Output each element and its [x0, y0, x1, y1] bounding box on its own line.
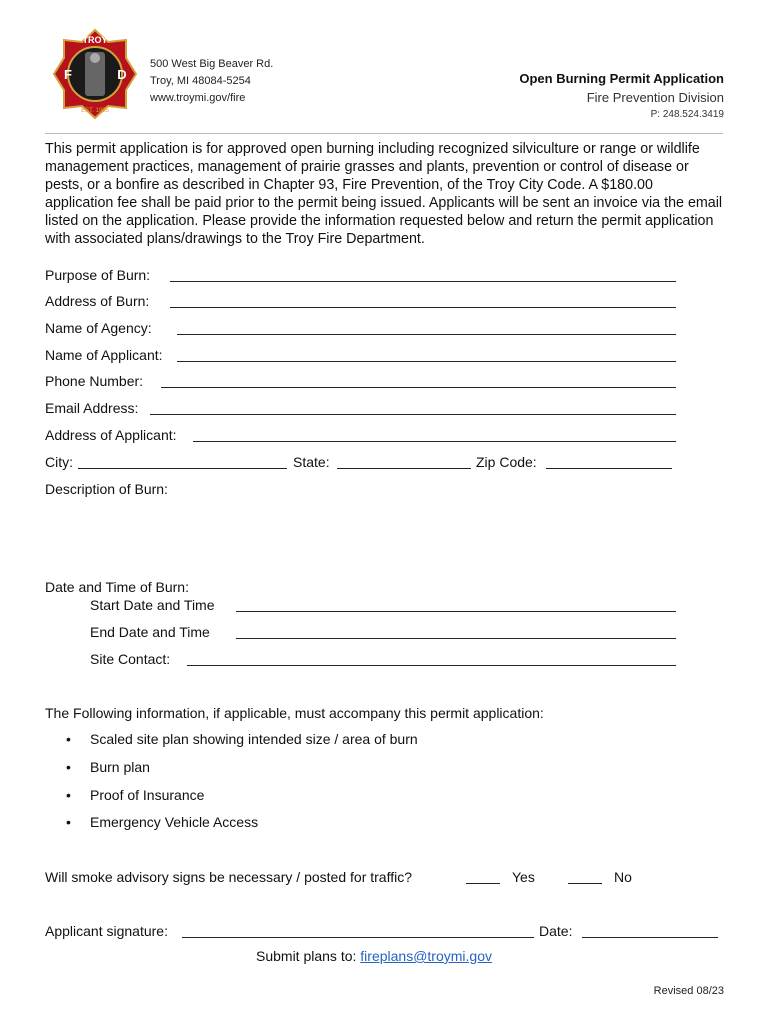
state-field[interactable] [337, 468, 471, 469]
address-block [150, 56, 273, 107]
requirement-item: • Emergency Vehicle Access [66, 814, 259, 830]
smoke-yes-label: Yes [512, 869, 535, 885]
smoke-no-field[interactable] [568, 883, 602, 884]
requirements-heading: The Following information, if applicable, must accompany this permit application: [45, 705, 544, 721]
address-applicant-field[interactable] [193, 441, 676, 442]
description-label: Description of Burn: [45, 481, 168, 497]
header-right [519, 70, 724, 123]
purpose-field[interactable] [170, 281, 676, 282]
state-label: State: [293, 454, 330, 470]
phone-label: Phone Number: [45, 373, 144, 389]
submit-line [256, 948, 492, 964]
agency-label: Name of Agency: [45, 320, 152, 336]
zip-field[interactable] [546, 468, 672, 469]
smoke-no-label: No [614, 869, 632, 885]
revised-date: Revised 08/23 [653, 985, 724, 997]
address-burn-field[interactable] [170, 307, 676, 308]
intro-paragraph: This permit application is for approved open burning including recognized silviculture or range or wildlife management practices, management of prairie grasses and plants, prevention or control of disease or pests, or a bonfire as described in Chapter 93, Fire Prevention, of the Troy City Code. A $180.00 application fee shall be paid prior to the permit being issued. Applicants will be sent an invoice via the email listed on the application. Please provide the information requested below and return the permit application with associated plans/drawings to the Troy Fire Department. [45, 141, 723, 247]
address-line1: 500 West Big Beaver Rd. [150, 58, 274, 70]
phone-field[interactable] [161, 387, 676, 388]
smoke-yes-field[interactable] [466, 883, 500, 884]
purpose-label: Purpose of Burn: [45, 267, 151, 283]
submit-email-link[interactable]: fireplans@troymi.gov [360, 948, 492, 964]
division-phone: P: 248.524.3419 [650, 109, 724, 120]
website: www.troymi.gov/fire [150, 92, 246, 104]
requirement-item: • Burn plan [66, 759, 150, 775]
address-burn-label: Address of Burn: [45, 293, 150, 309]
requirement-item: • Proof of Insurance [66, 787, 205, 803]
end-date-label: End Date and Time [90, 624, 210, 640]
signature-field[interactable] [182, 937, 534, 938]
svg-text:EST. 1955: EST. 1955 [81, 108, 109, 114]
signature-label: Applicant signature: [45, 923, 168, 939]
end-date-field[interactable] [236, 638, 676, 639]
svg-text:F: F [64, 67, 72, 82]
city-label: City: [45, 454, 73, 470]
form-title: Open Burning Permit Application [519, 71, 724, 86]
signature-date-label: Date: [539, 923, 573, 939]
agency-field[interactable] [177, 334, 676, 335]
troy-fire-logo [52, 28, 138, 120]
smoke-question: Will smoke advisory signs be necessary / posted for traffic? [45, 869, 413, 885]
email-field[interactable] [150, 414, 676, 415]
signature-date-field[interactable] [582, 937, 718, 938]
svg-text:D: D [117, 67, 127, 82]
requirement-item: • Scaled site plan showing intended size / area of burn [66, 731, 418, 747]
zip-label: Zip Code: [476, 454, 537, 470]
description-area[interactable] [45, 500, 677, 570]
datetime-heading: Date and Time of Burn: [45, 579, 189, 595]
svg-text:TROY: TROY [82, 35, 108, 45]
site-contact-label: Site Contact: [90, 651, 171, 667]
start-date-field[interactable] [236, 611, 676, 612]
city-field[interactable] [78, 468, 287, 469]
applicant-label: Name of Applicant: [45, 347, 163, 363]
division-name: Fire Prevention Division [586, 90, 724, 105]
applicant-field[interactable] [177, 361, 676, 362]
address-applicant-label: Address of Applicant: [45, 427, 177, 443]
submit-label: Submit plans to: [256, 948, 357, 964]
header-divider [45, 133, 723, 134]
start-date-label: Start Date and Time [90, 597, 215, 613]
address-line2: Troy, MI 48084-5254 [150, 75, 251, 87]
site-contact-field[interactable] [187, 665, 676, 666]
email-label: Email Address: [45, 400, 139, 416]
